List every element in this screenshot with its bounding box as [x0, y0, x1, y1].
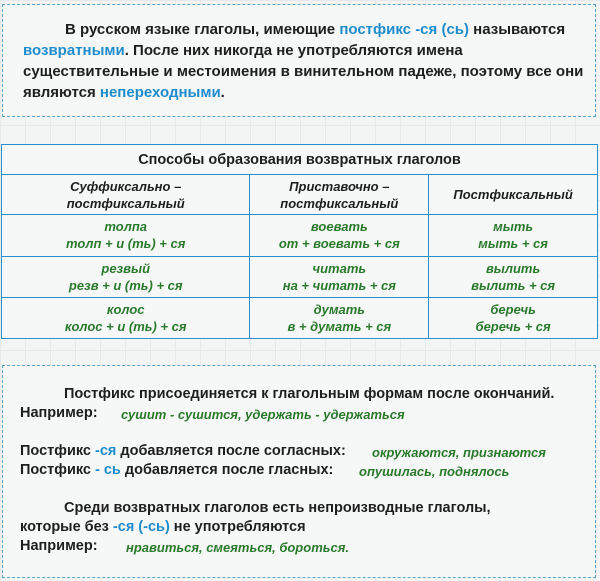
table-cell [250, 297, 429, 338]
intro-text-2: называются [469, 21, 566, 38]
header-2-line-1: Приставочно – [289, 178, 390, 194]
rule-vowel [20, 462, 333, 478]
nonderived-line-1: Среди возвратных глаголов есть непроизводные глаголы, [64, 500, 491, 516]
table-row [2, 297, 598, 338]
cell-word: беречь [490, 301, 536, 317]
header-3-line-1: Постфиксальный [453, 187, 573, 203]
rule-vowel-example: опушилась, поднялось [359, 464, 510, 479]
intro-text-3: . После них никогда не употребляются имена существительные и местоимения в винительном падеже, поэтому все они являются [23, 42, 584, 101]
header-suffix-postfix [2, 175, 250, 215]
header-2-line-2: постфиксальный [280, 195, 399, 211]
notes-box [2, 365, 596, 578]
cell-formula: мыть + ся [478, 236, 548, 252]
header-1-line-2: постфиксальный [66, 195, 185, 211]
cell-word: воевать [310, 219, 368, 235]
table-cell [2, 256, 250, 297]
table-title: Способы образования возвратных глаголов [2, 145, 598, 175]
cell-word: резвый [101, 260, 151, 276]
intro-text-4: . [220, 84, 225, 101]
rule-vowel-postfix: - сь [95, 462, 121, 478]
intro-text-1: В русском языке глаголы, имеющие [65, 21, 340, 38]
table-cell [429, 256, 598, 297]
rule-vowel-text-b: добавляется после гласных: [120, 462, 334, 478]
cell-formula: толп + и (ть) + ся [66, 236, 186, 252]
cell-formula: вылить + ся [471, 277, 556, 293]
cell-word: мыть [493, 219, 534, 235]
table-cell [429, 297, 598, 338]
cell-word: читать [312, 260, 367, 276]
intro-highlight-reflexive: возвратными [23, 42, 125, 59]
formation-table [1, 144, 598, 339]
rule-consonant-postfix: -ся [95, 443, 117, 459]
rule-consonant [20, 443, 346, 459]
table-row [2, 256, 598, 297]
intro-box [2, 4, 596, 117]
cell-word: толпа [104, 219, 148, 235]
rule-consonant-text-a: Постфикс [20, 443, 96, 459]
cell-word: вылить [485, 260, 541, 276]
cell-formula: в + думать + ся [287, 318, 392, 334]
table-cell [2, 297, 250, 338]
cell-formula: беречь + ся [475, 318, 551, 334]
table-row [2, 215, 598, 256]
rule-vowel-text-a: Постфикс [20, 462, 96, 478]
example-1: сушит - сушится, удержать - удержаться [121, 407, 405, 422]
attach-rule: Постфикс присоединяется к глагольным формам после окончаний. [64, 386, 555, 402]
cell-formula: резв + и (ть) + ся [68, 277, 183, 293]
cell-formula: от + воевать + ся [278, 236, 400, 252]
cell-word: думать [313, 301, 366, 317]
rule-consonant-example: окружаются, признаются [372, 445, 546, 460]
cell-word: колос [106, 301, 145, 317]
nonderived-postfix: -ся (-сь) [112, 519, 170, 535]
header-prefix-postfix [250, 175, 429, 215]
example-label: Например: [20, 405, 98, 421]
table-cell [429, 215, 598, 256]
cell-formula: на + читать + ся [282, 277, 396, 293]
cell-formula: колос + и (ть) + ся [64, 318, 187, 334]
header-1-line-1: Суффиксально – [70, 178, 182, 194]
intro-highlight-intransitive: непереходными [99, 84, 221, 101]
table-cell [250, 215, 429, 256]
table-cell [250, 256, 429, 297]
header-postfix [429, 175, 598, 215]
rule-consonant-text-b: добавляется после согласных: [116, 443, 346, 459]
example-2: нравиться, смеяться, бороться. [126, 540, 349, 555]
nonderived-text-b: не употребляются [169, 519, 306, 535]
table-cell [2, 215, 250, 256]
example-2-label: Например: [20, 538, 98, 554]
intro-paragraph [23, 19, 588, 103]
table-header-row [2, 175, 598, 215]
nonderived-text-a: которые без [20, 519, 113, 535]
intro-highlight-postfix: постфикс -ся (сь) [339, 21, 470, 38]
nonderived-line-2 [20, 519, 306, 535]
